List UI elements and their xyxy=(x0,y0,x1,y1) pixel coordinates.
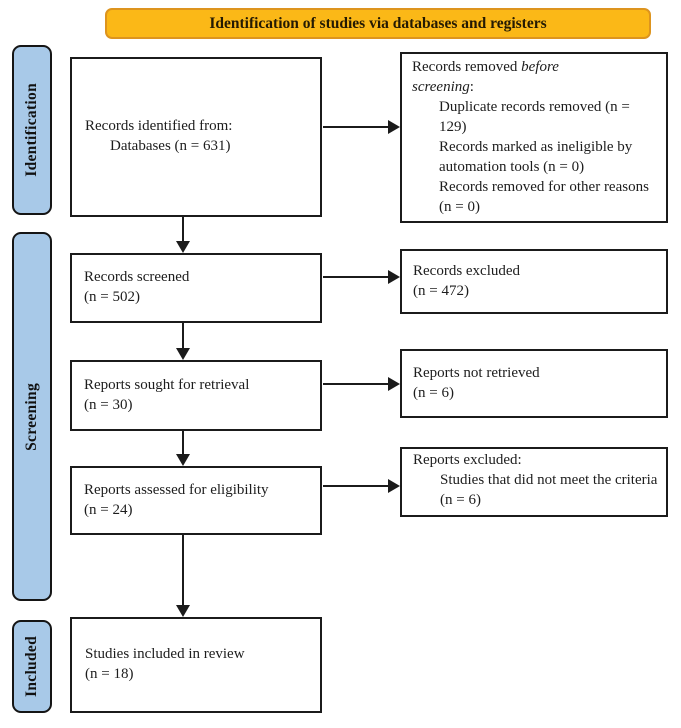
arrow-sought-to-assessed xyxy=(182,431,184,456)
reports-sought-line2: (n = 30) xyxy=(84,396,133,413)
arrowhead-screened-to-sought-icon xyxy=(176,348,190,360)
stage-label-included xyxy=(12,620,52,713)
records-removed-item-other: Records removed for other reasons (n = 0) xyxy=(439,178,649,215)
reports-assessed-line1: Reports assessed for eligibility xyxy=(84,481,269,498)
studies-included-line1: Studies included in review xyxy=(85,646,245,663)
arrow-screened-to-sought xyxy=(182,323,184,350)
box-records-identified xyxy=(70,57,322,217)
records-excluded-line2: (n = 472) xyxy=(413,282,469,299)
arrow-identified-to-screened xyxy=(182,217,184,243)
stage-label-screening xyxy=(12,232,52,601)
arrowhead-sought-to-notretrieved-icon xyxy=(388,377,400,391)
studies-included-line2: (n = 18) xyxy=(85,666,134,682)
box-reports-not-retrieved xyxy=(400,349,668,418)
arrowhead-assessed-to-excluded-icon xyxy=(388,479,400,493)
reports-assessed-line2: (n = 24) xyxy=(84,501,133,518)
stage-label-included-text: Included xyxy=(23,636,40,697)
box-reports-assessed xyxy=(70,466,322,535)
banner-title-label: Identification of studies via databases and registers xyxy=(209,14,547,32)
records-removed-heading xyxy=(412,58,660,98)
arrow-sought-to-notretrieved xyxy=(323,383,391,385)
reports-sought-line1: Reports sought for retrieval xyxy=(84,376,250,393)
box-reports-sought xyxy=(70,360,322,431)
arrowhead-identified-to-screened-icon xyxy=(176,241,190,253)
records-removed-italic1: before xyxy=(521,59,559,75)
arrowhead-identified-to-removed-icon xyxy=(388,120,400,134)
arrowhead-assessed-to-included-icon xyxy=(176,605,190,617)
arrow-identified-to-removed xyxy=(323,126,391,128)
records-screened-line2: (n = 502) xyxy=(84,289,140,305)
records-identified-line2: Databases (n = 631) xyxy=(110,138,231,154)
arrow-assessed-to-included xyxy=(182,535,184,606)
box-studies-included xyxy=(70,617,322,713)
stage-label-screening-text: Screening xyxy=(23,382,40,451)
records-removed-item-automation: Records marked as ineligible by automation tools (n = 0) xyxy=(439,138,633,175)
arrowhead-sought-to-assessed-icon xyxy=(176,454,190,466)
reports-excluded-header: Reports excluded: xyxy=(413,452,522,468)
arrow-assessed-to-excluded xyxy=(323,485,391,487)
reports-not-retrieved-line2: (n = 6) xyxy=(413,384,454,401)
box-reports-excluded xyxy=(400,447,668,517)
stage-label-identification xyxy=(12,45,52,215)
reports-not-retrieved-line1: Reports not retrieved xyxy=(413,364,540,381)
reports-excluded-item: Studies that did not meet the criteria (n = 6) xyxy=(440,471,658,508)
arrow-screened-to-excluded xyxy=(323,276,391,278)
records-removed-italic2: screening xyxy=(412,78,470,95)
records-removed-colon: : xyxy=(469,78,474,95)
box-records-removed xyxy=(400,52,668,223)
records-screened-line1: Records screened xyxy=(84,269,190,286)
box-records-excluded xyxy=(400,249,668,314)
records-excluded-line1: Records excluded xyxy=(413,262,521,279)
stage-label-identification-text: Identification xyxy=(23,83,40,177)
banner-title xyxy=(105,8,651,39)
records-removed-item-duplicates: Duplicate records removed (n = 129) xyxy=(439,98,630,135)
box-records-screened xyxy=(70,253,322,323)
records-removed-lead: Records removed xyxy=(412,59,518,75)
arrowhead-screened-to-excluded-icon xyxy=(388,270,400,284)
records-identified-line1: Records identified from: xyxy=(85,118,233,135)
